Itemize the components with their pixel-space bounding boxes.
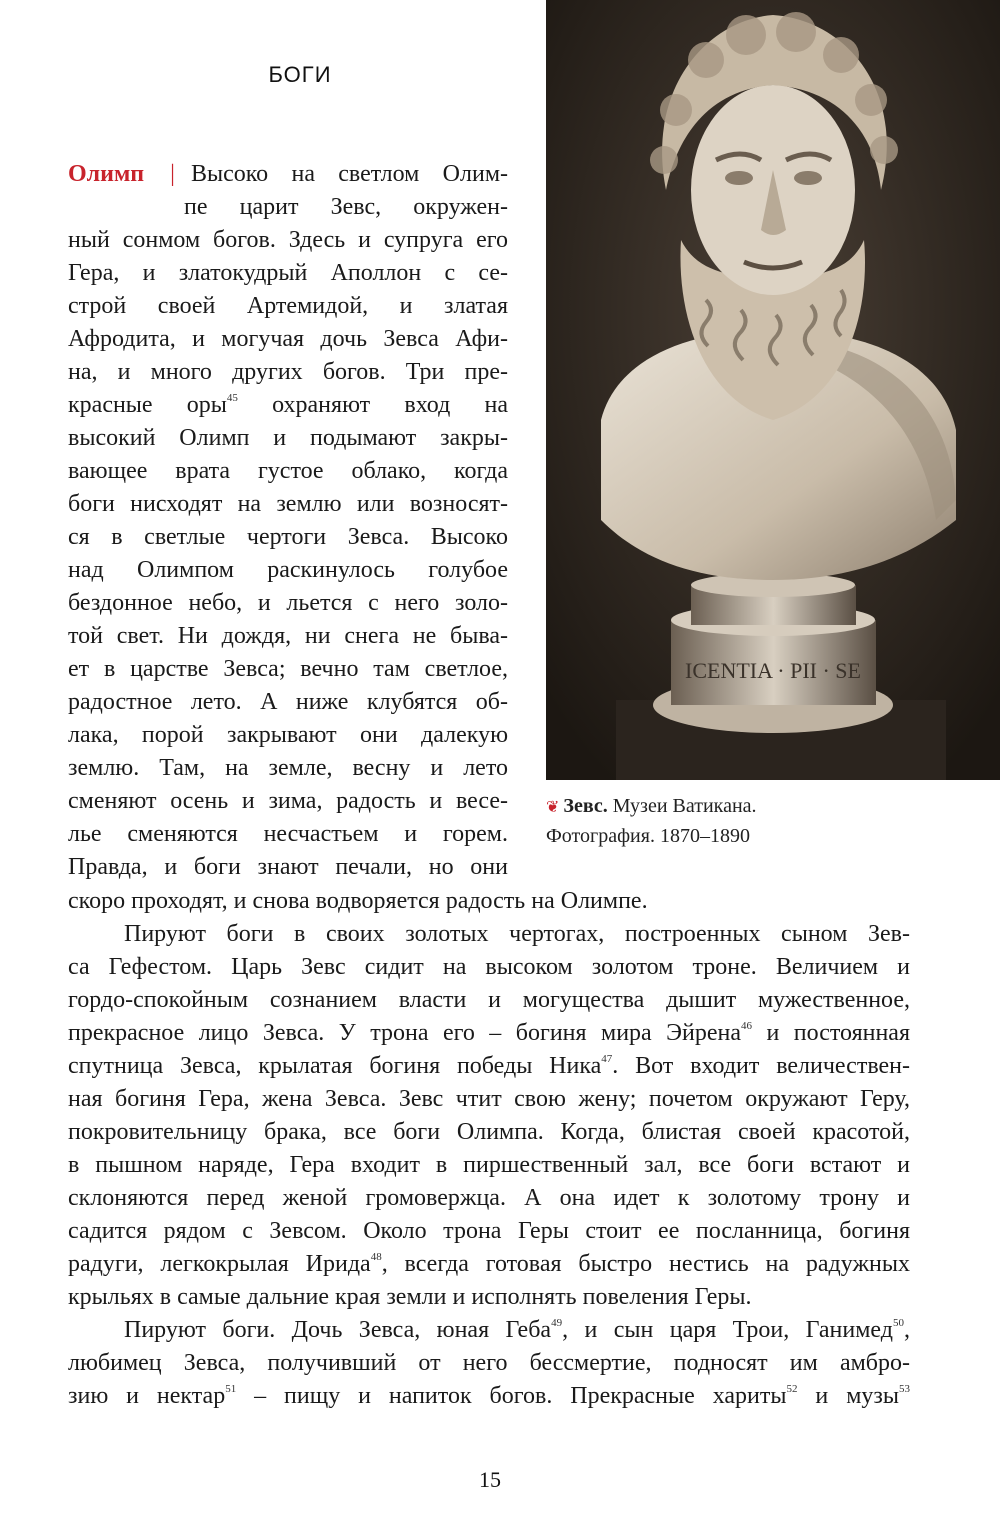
text-line: Пируют боги. Дочь Зевса, юная Геба$^{49}$, и сын царя Трои, Ганимед$^{50}$,: [124, 1317, 910, 1343]
text-line: Гера, и златокудрый Аполлон с се-: [68, 260, 508, 286]
text-line: склоняются перед женой громовержца. А она идет к золотому трону и: [68, 1185, 910, 1211]
heading-divider: |: [170, 161, 175, 187]
narrow-text-column: [68, 158, 508, 884]
text-line: вающее врата густое облако, когда: [68, 458, 508, 484]
text-line: Пируют боги в своих золотых чертогах, построенных сыном Зев-: [124, 921, 910, 947]
zeus-bust-image: [546, 0, 1000, 780]
text-line: над Олимпом раскинулось голубое: [68, 557, 508, 583]
text-line: са Гефестом. Царь Зевс сидит на высоком золотом троне. Величием и: [68, 954, 910, 980]
footnote-ref: 48: [370, 1251, 382, 1263]
text-line: ся в светлые чертоги Зевса. Высоко: [68, 524, 508, 550]
text-line: красные оры$^{45}$ охраняют вход на: [68, 392, 508, 418]
footnote-ref: 47: [601, 1053, 613, 1065]
text-line: Афродита, и могучая дочь Зевса Афи-: [68, 326, 508, 352]
text-line: высокий Олимп и подымают закры-: [68, 425, 508, 451]
text-line: радостное лето. А ниже клубятся об-: [68, 689, 508, 715]
text-line: в пышном наряде, Гера входит в пиршественный зал, все боги встают и: [68, 1152, 910, 1178]
text-line: строй своей Артемидой, и златая: [68, 293, 508, 319]
zeus-bust-photo: [546, 0, 1000, 780]
text-line: той свет. Ни дождя, ни снега не быва-: [68, 623, 508, 649]
text-line: сменяют осень и зима, радость и весе-: [68, 788, 508, 814]
text-line: любимец Зевса, получивший от него бессмертие, подносят им амбро-: [68, 1350, 910, 1376]
caption-ornament-icon: ❦: [546, 799, 560, 816]
photo-caption: [546, 792, 846, 850]
text-line: землю. Там, на земле, весну и лето: [68, 755, 508, 781]
section-heading: Олимп: [68, 161, 145, 187]
text-line: покровительницу брака, все боги Олимпа. Когда, блистая своей красотой,: [68, 1119, 910, 1145]
footnote-ref: 50: [892, 1317, 904, 1329]
text-line: радуги, легкокрылая Ирида$^{48}$, всегда готовая быстро нестись на радужных: [68, 1251, 910, 1277]
page-number: 15: [479, 1467, 501, 1492]
pedestal-inscription: ICENTIA · PII · SE: [685, 658, 861, 683]
text-line: садится рядом с Зевсом. Около трона Геры стоит ее посланница, богиня: [68, 1218, 910, 1244]
text-line: ет в царстве Зевса; вечно там светлое,: [68, 656, 508, 682]
text-line: гордо-спокойным сознанием власти и могущества дышит мужественное,: [68, 987, 910, 1013]
text-line: ный сонмом богов. Здесь и супруга его: [68, 227, 508, 253]
text-line: пе царит Зевс, окружен-: [184, 194, 508, 220]
text-line: Олимп | Высоко на светлом Олим-: [68, 161, 508, 187]
text-line: скоро проходят, и снова водворяется радость на Олимпе.: [68, 888, 648, 914]
text-line: ная богиня Гера, жена Зевса. Зевс чтит свою жену; почетом окружают Геру,: [68, 1086, 910, 1112]
footnote-ref: 52: [786, 1383, 798, 1395]
text-line: крыльях в самые дальние края земли и исполнять повеления Геры.: [68, 1284, 752, 1310]
caption-title: Зевс.: [563, 795, 608, 817]
footnote-ref: 45: [226, 392, 238, 404]
footnote-ref: 53: [899, 1383, 910, 1395]
wide-text-column: [68, 885, 910, 1413]
footnote-ref: 49: [551, 1317, 563, 1329]
footnote-ref: 51: [225, 1383, 237, 1395]
text-line: лье сменяются несчастьем и горем.: [68, 821, 508, 847]
caption-source: Музеи Ватикана.: [612, 795, 757, 817]
text-line: зию и нектар$^{51}$ – пищу и напиток богов. Прекрасные хариты$^{52}$ и музы$^{53}$: [68, 1383, 910, 1409]
running-head: БОГИ: [268, 62, 332, 87]
text-line: боги нисходят на землю или возносят-: [68, 491, 508, 517]
text-line: Правда, и боги знают печали, но они: [68, 854, 508, 880]
text-line: спутница Зевса, крылатая богиня победы Ника$^{47}$. Вот входит величествен-: [68, 1053, 910, 1079]
footnote-ref: 46: [741, 1020, 752, 1032]
text-line: прекрасное лицо Зевса. У трона его – богиня мира Эйрена$^{46}$ и постоянная: [68, 1020, 910, 1046]
text-line: бездонное небо, и льется с него золо-: [68, 590, 508, 616]
text-line: на, и много других богов. Три пре-: [68, 359, 508, 385]
text-line: лака, порой закрывают они далекую: [68, 722, 508, 748]
caption-line-2: Фотография. 1870–1890: [546, 825, 750, 847]
